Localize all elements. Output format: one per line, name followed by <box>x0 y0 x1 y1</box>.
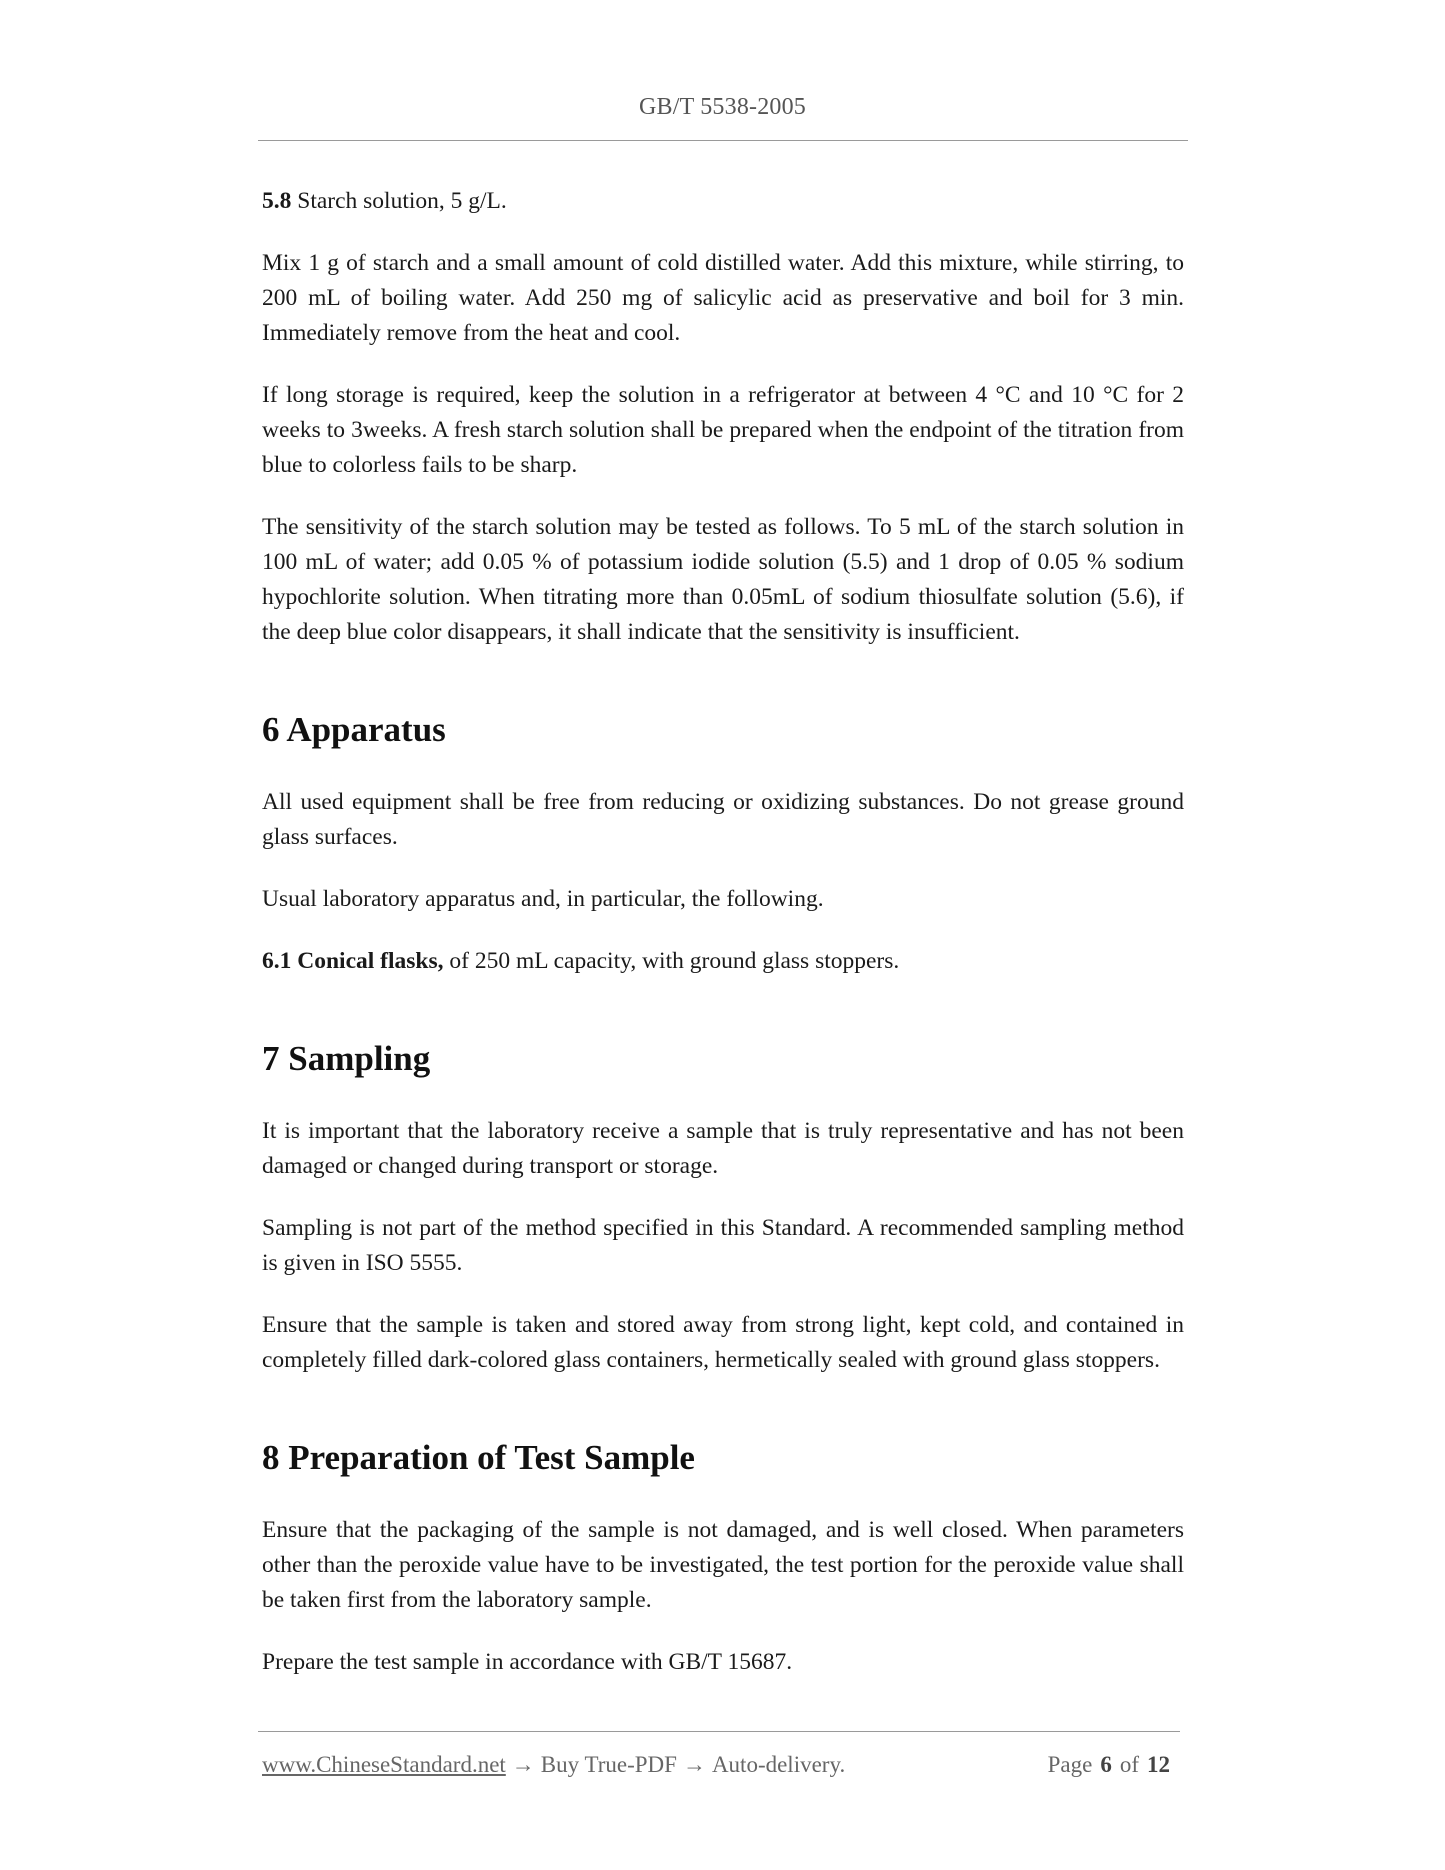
paragraph: It is important that the laboratory receive a sample that is truly representative and has not been damaged or changed during transport or storage. <box>262 1118 1184 1179</box>
paragraph: Prepare the test sample in accordance with GB/T 15687. <box>262 1649 793 1675</box>
footer-divider <box>258 1731 1180 1732</box>
auto-delivery-text: Auto-delivery. <box>711 1752 846 1777</box>
paragraph: Ensure that the packaging of the sample is not damaged, and is well closed. When parameters other than the peroxide value have to be investigated, the test portion for the peroxide value shall be taken first from the laboratory sample. <box>262 1517 1184 1613</box>
paragraph: If long storage is required, keep the solution in a refrigerator at between 4 °C and 10 °C for 2 weeks to 3weeks. A fresh starch solution shall be prepared when the endpoint of the titration from blue to colorless fails to be sharp. <box>262 382 1184 478</box>
paragraph: All used equipment shall be free from reducing or oxidizing substances. Do not grease ground glass surfaces. <box>262 789 1184 850</box>
clause-body-text: of 250 mL capacity, with ground glass stoppers. <box>443 948 900 974</box>
buy-pdf-text: Buy True-PDF <box>540 1752 677 1777</box>
arrow-right-icon: → <box>682 1752 706 1777</box>
website-link[interactable]: www.ChineseStandard.net <box>262 1752 506 1777</box>
paragraph: Sampling is not part of the method specified in this Standard. A recommended sampling method is given in ISO 5555. <box>262 1215 1184 1276</box>
page-total: 12 <box>1147 1752 1170 1777</box>
paragraph: The sensitivity of the starch solution may be tested as follows. To 5 mL of the starch solution in 100 mL of water; add 0.05 % of potassium iodide solution (5.5) and 1 drop of 0.05 % sodium hypochlorite solution. When titrating more than 0.05mL of sodium thiosulfate solution (5.6), if the deep blue color disappears, it shall indicate that the sensitivity is insufficient. <box>262 514 1184 645</box>
footer-promo <box>262 1752 845 1778</box>
clause-number: 6.1 <box>262 948 292 974</box>
clause-title-text: Conical flasks, <box>291 948 444 974</box>
page-of-label: of <box>1119 1752 1139 1777</box>
section-heading-apparatus: 6 Apparatus <box>262 710 446 749</box>
clause-number: 5.8 <box>262 188 292 214</box>
paragraph: Usual laboratory apparatus and, in particular, the following. <box>262 886 824 912</box>
page-footer <box>262 1752 1178 1778</box>
paragraph: Mix 1 g of starch and a small amount of cold distilled water. Add this mixture, while stirring, to 200 mL of boiling water. Add 250 mg of salicylic acid as preservative and boil for 3 min. Immediately remove from the heat and cool. <box>262 250 1184 346</box>
document-body <box>262 184 1184 1707</box>
document-header-title: GB/T 5538-2005 <box>638 94 807 120</box>
clause-title-text: Starch solution, 5 g/L. <box>291 188 507 214</box>
page-label: Page <box>1047 1752 1093 1777</box>
header-divider <box>258 140 1188 141</box>
section-heading-preparation: 8 Preparation of Test Sample <box>262 1438 695 1477</box>
clause-5-8-title <box>262 184 1184 219</box>
clause-6-1 <box>262 944 1184 979</box>
arrow-right-icon: → <box>511 1752 535 1777</box>
paragraph: Ensure that the sample is taken and stored away from strong light, kept cold, and contained in completely filled dark-colored glass containers, hermetically sealed with ground glass stoppers. <box>262 1312 1184 1373</box>
page-counter <box>1048 1752 1178 1778</box>
page-current: 6 <box>1100 1752 1112 1777</box>
section-heading-sampling: 7 Sampling <box>262 1039 431 1078</box>
